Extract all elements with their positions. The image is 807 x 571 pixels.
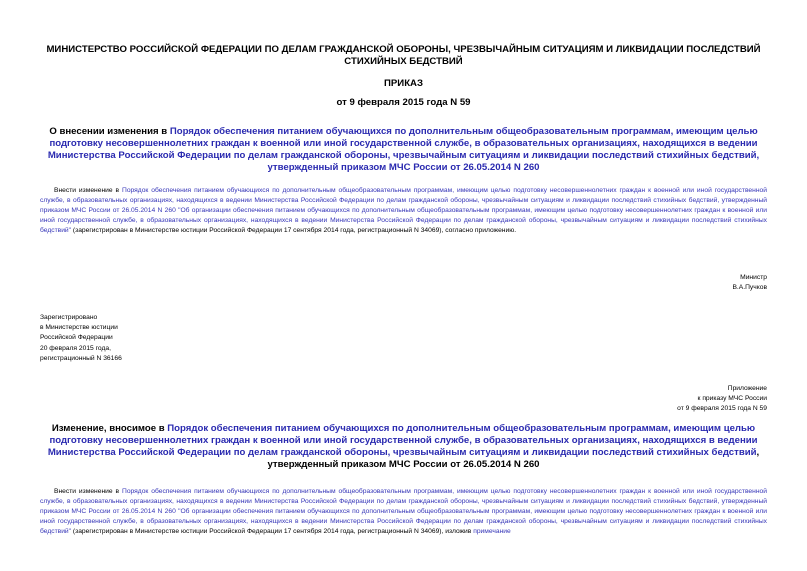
registration-line: 20 февраля 2015 года,: [40, 344, 111, 352]
registration-line: Зарегистрировано: [40, 314, 98, 321]
signature-position: Министр: [740, 274, 767, 281]
order-body-link[interactable]: Порядок обеспечения питанием обучающихся по дополнительным общеобразовательным программам, имеющим целью подготовку несовершеннолетних граждан к военной или иной государственной службе, в образовательных организациях, находящихся в ведении Министерства Российской Федерации по делам гражданской обороны, чрезвычайным ситуациям и ликвидации последствий стихийных бедствий, утвержденный приказом МЧС России от 26.05.2014 N 260 "Об организации обеспечения питанием обучающихся по дополнительным общеобразовательным программам, имеющим целью подготовку несовершеннолетних граждан к военной или иной государственной службе, в образовательных организациях, находящихся в ведении Министерства Российской Федерации по делам гражданской обороны, чрезвычайным ситуациям и ликвидации последствий стихийных бедствий": [40, 187, 767, 235]
document-type: ПРИКАЗ: [384, 78, 423, 89]
appendix-title-prefix: Изменение, вносимое в: [51, 423, 168, 434]
registration-line: в Министерстве юстиции: [40, 324, 118, 332]
signature-block: [732, 273, 767, 293]
appendix-note-link[interactable]: примечание: [473, 528, 511, 536]
order-body-paragraph: [40, 186, 767, 236]
appendix-body-prefix: Внести изменение в: [54, 488, 123, 495]
document-date-number: от 9 февраля 2015 года N 59: [336, 97, 471, 108]
appendix-body-paragraph: [40, 487, 767, 537]
registration-line: Российской Федерации: [40, 334, 113, 342]
order-title: [30, 126, 777, 174]
appendix-line: Приложение: [727, 385, 767, 392]
appendix-title-suffix: , утвержденный приказом МЧС России от 26.05.2014 N 260: [267, 447, 760, 470]
registration-block: [40, 313, 122, 364]
signature-name: В.А.Пучков: [732, 284, 767, 292]
registration-line: регистрационный N 36166: [40, 354, 122, 362]
order-body-prefix: Внести изменение в: [54, 187, 123, 194]
appendix-line: от 9 февраля 2015 года N 59: [677, 405, 767, 413]
appendix-title-link[interactable]: Порядок обеспечения питанием обучающихся по дополнительным общеобразовательным программам, имеющим целью подготовку несовершеннолетних граждан к военной или иной государственной службе, в образовательных организациях, находящихся в ведении Министерства Российской Федерации по делам гражданской обороны, чрезвычайным ситуациям и ликвидации последствий стихийных бедствий: [47, 423, 758, 458]
ministry-heading: МИНИСТЕРСТВО РОССИЙСКОЙ ФЕДЕРАЦИИ ПО ДЕЛАМ ГРАЖДАНСКОЙ ОБОРОНЫ, ЧРЕЗВЫЧАЙНЫМ СИТУАЦИЯМ И ЛИКВИДАЦИИ ПОСЛЕДСТВИЙ СТИХИЙНЫХ БЕДСТВИЙ: [46, 44, 761, 67]
appendix-body-link[interactable]: Порядок обеспечения питанием обучающихся по дополнительным общеобразовательным программам, имеющим целью подготовку несовершеннолетних граждан к военной или иной государственной службе, в образовательных организациях, находящихся в ведении Министерства Российской Федерации по делам гражданской обороны, чрезвычайным ситуациям и ликвидации последствий стихийных бедствий, утвержденный приказом МЧС России от 26.05.2014 N 260 "Об организации обеспечения питанием обучающихся по дополнительным общеобразовательным программам, имеющим целью подготовку несовершеннолетних граждан к военной или иной государственной службе, в образовательных организациях, находящихся в ведении Министерства Российской Федерации по делам гражданской обороны, чрезвычайным ситуациям и ликвидации последствий стихийных бедствий": [40, 488, 767, 536]
appendix-title: [30, 423, 777, 471]
appendix-block: [677, 384, 767, 415]
appendix-body-middle: (зарегистрирован в Министерстве юстиции Российской Федерации 17 сентября 2014 года, регистрационный N 34069), изложив: [71, 528, 474, 536]
order-body-suffix: (зарегистрирован в Министерстве юстиции Российской Федерации 17 сентября 2014 года, регистрационный N 34069), согласно приложению.: [71, 227, 517, 235]
appendix-line: к приказу МЧС России: [697, 395, 767, 403]
order-title-prefix: О внесении изменения в: [49, 126, 170, 137]
order-title-link[interactable]: Порядок обеспечения питанием обучающихся по дополнительным общеобразовательным программам, имеющим целью подготовку несовершеннолетних граждан к военной или иной государственной службе, в образовательных организациях, находящихся в ведении Министерства Российской Федерации по делам гражданской обороны, чрезвычайным ситуациям и ликвидации последствий стихийных бедствий, утвержденный приказом МЧС России от 26.05.2014 N 260: [47, 126, 760, 173]
